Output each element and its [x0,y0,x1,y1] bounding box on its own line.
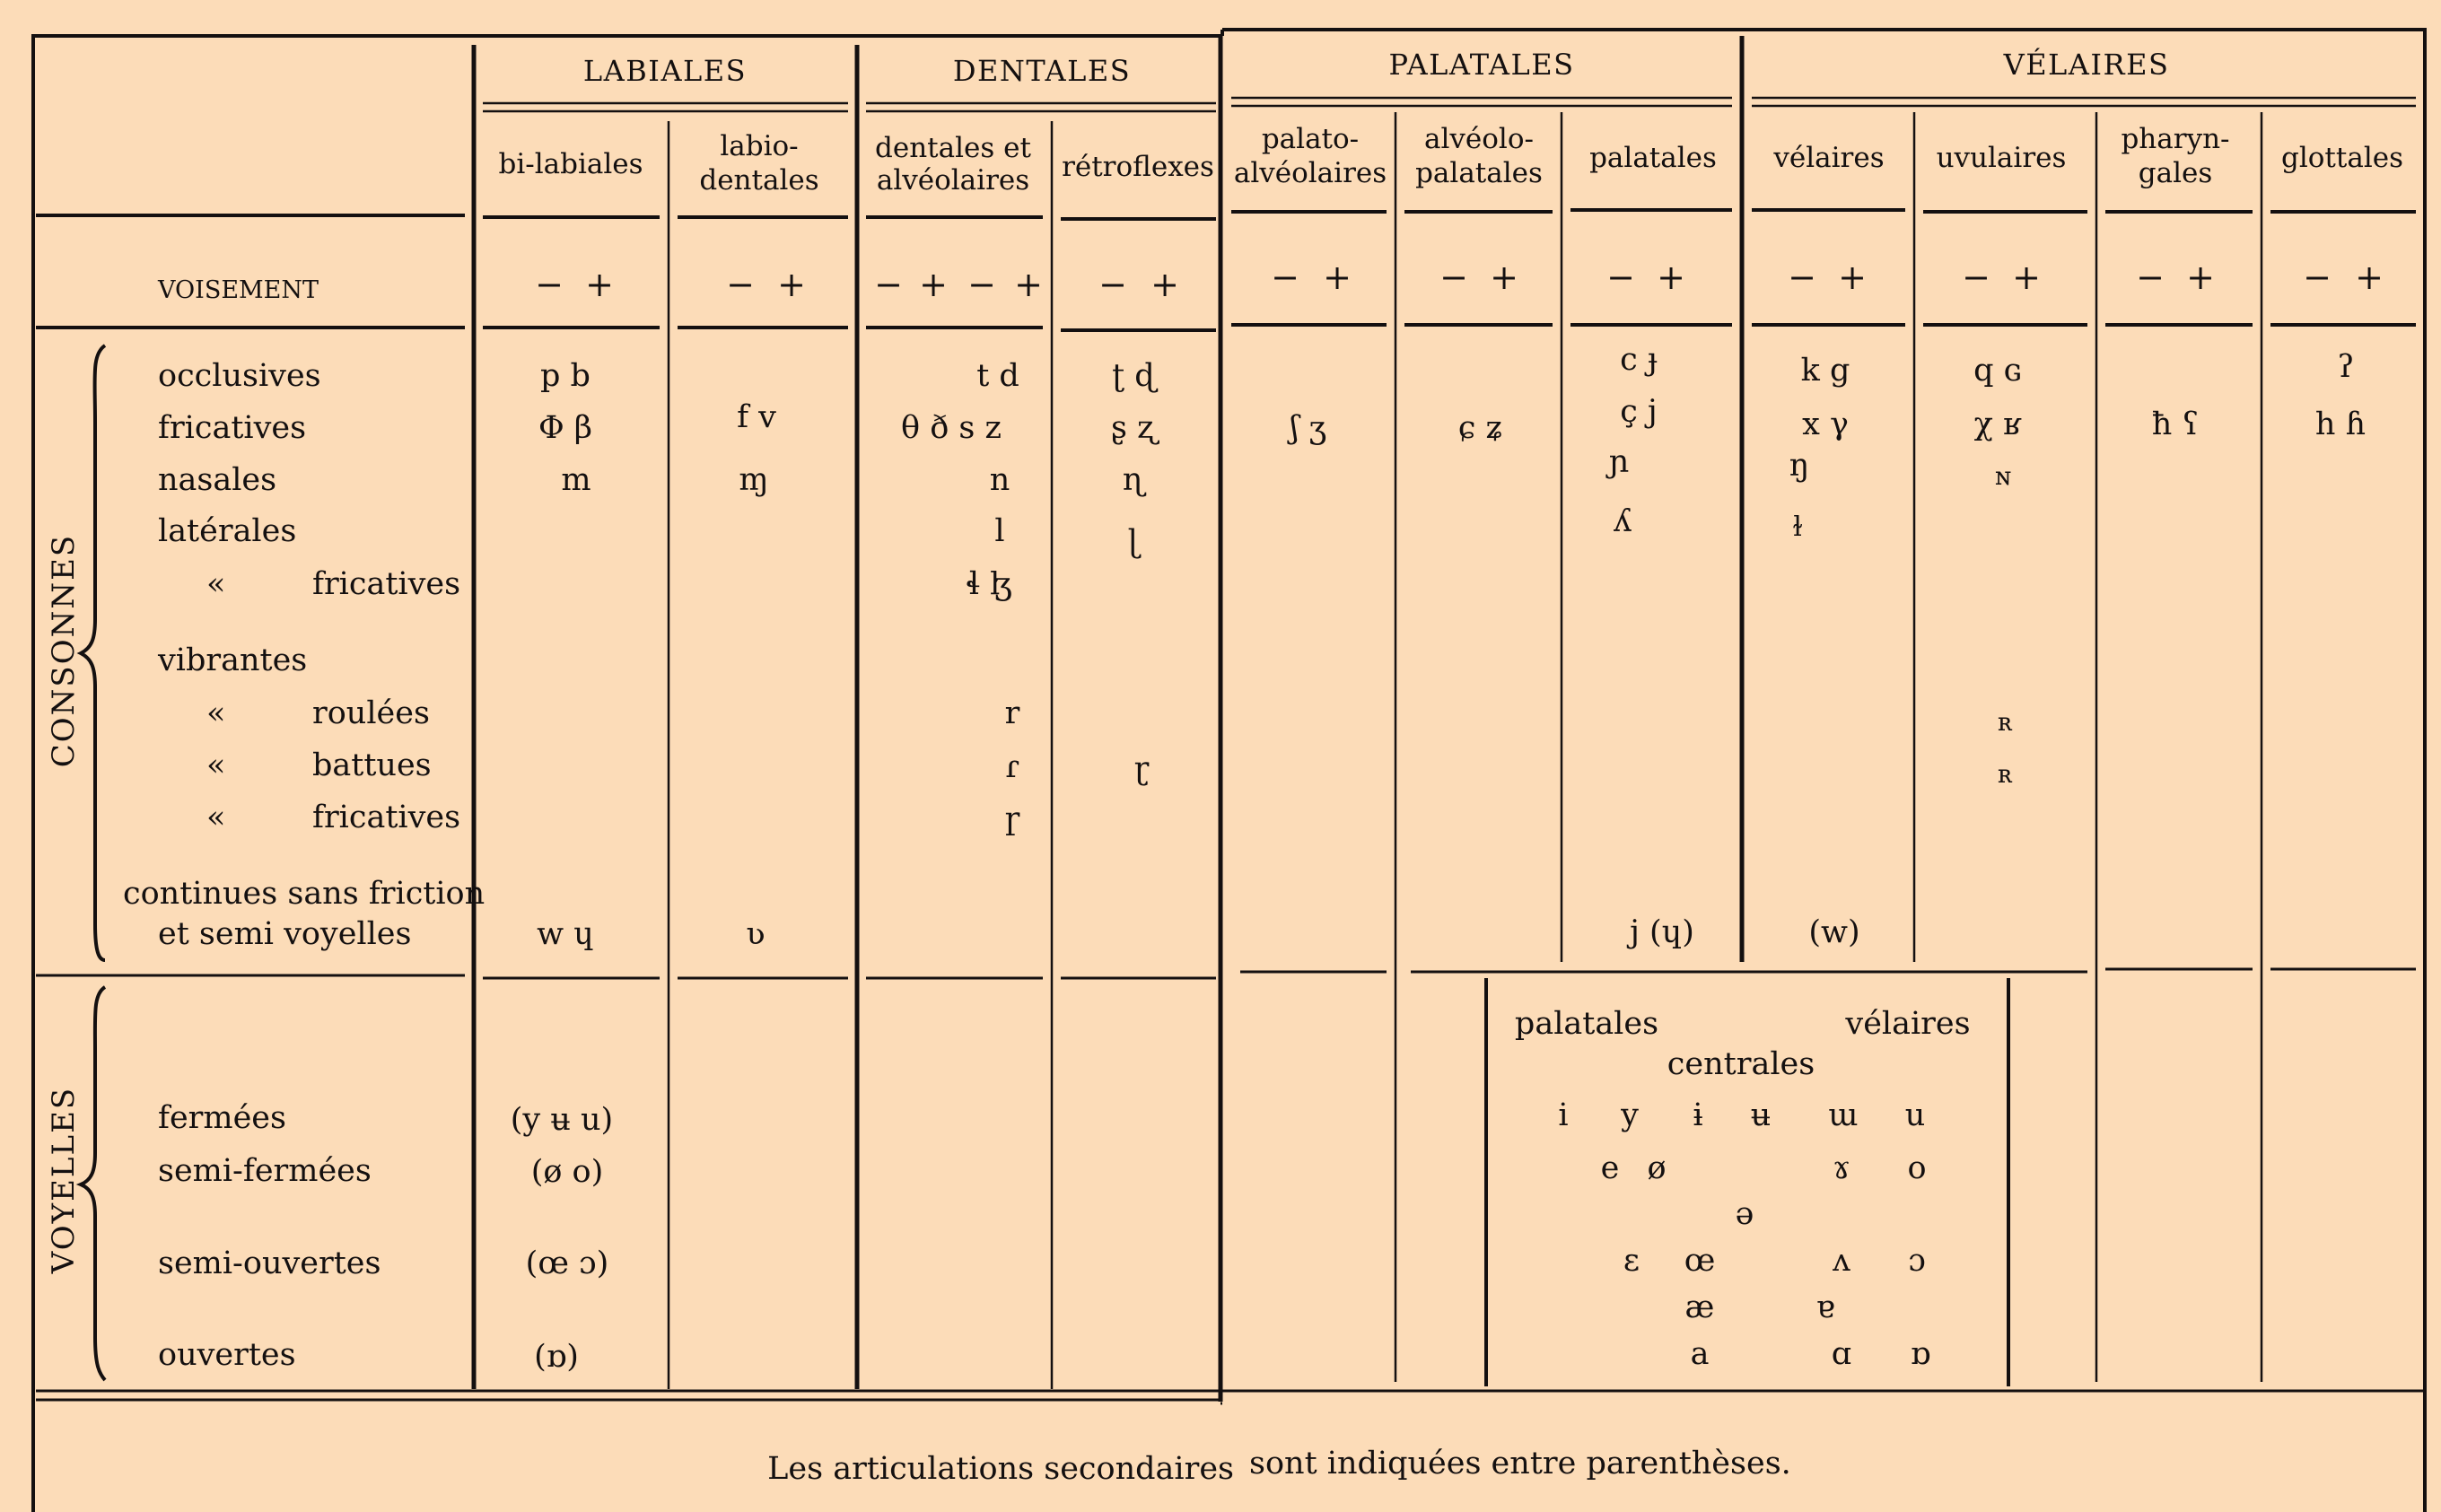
col-labiodentales-1: labio- [720,130,799,162]
row-ditto-4: « [206,800,226,835]
col-glottales: glottales [2281,142,2403,174]
vowel: ɤ [1833,1150,1850,1186]
row-ouvertes: ouvertes [158,1337,296,1373]
cell-semiouv-bilab: (œ ɔ) [525,1245,609,1281]
col-palatales: palatales [1589,142,1717,174]
col-pharyngales-1: pharyn- [2121,123,2230,155]
col-alvpal-2: palatales [1415,157,1543,189]
voicing-minus: − [967,265,996,304]
row-roulees: roulées [312,695,430,731]
row-fermees: fermées [158,1100,286,1136]
voicing-minus: − [2136,258,2165,297]
vowel: ø [1647,1150,1667,1186]
vowel: u [1904,1097,1926,1133]
vowel: e [1600,1150,1620,1186]
section-voyelles: VOYELLES [46,1086,82,1274]
voicing-minus: − [1098,265,1127,304]
vowel: i [1558,1097,1569,1133]
cell-fric-retro: ʂ ʐ [1111,410,1156,446]
cell-semiferm-bilab: (ø o) [530,1154,604,1190]
group-headers [583,48,2170,88]
voisement-label: VOISEMENT [158,276,319,304]
group-velaires: VÉLAIRES [2003,48,2170,82]
cell-fric-alvpal: ɕ ʑ [1457,410,1504,446]
footer [767,1446,1791,1487]
voicing-minus: − [1606,258,1635,297]
voicing-plus: + [1490,258,1518,297]
cell-fric-phar: ħ ʕ [2151,406,2200,442]
row-battues: battues [312,747,432,783]
col-dentales-alv-1: dentales et [875,132,1031,164]
voicing-minus: − [1788,258,1816,297]
cell-nas-bilab: m [561,462,591,498]
cell-occ-vel: k g [1800,353,1850,389]
cell-cont-bilab: w ɥ [537,916,594,952]
vowel: œ [1684,1243,1716,1279]
col-alvpal-1: alvéolo- [1424,123,1534,155]
row-laterales: latérales [158,513,297,549]
consonnes-brace [81,345,105,960]
voicing-plus: + [2012,258,2041,297]
vowel: ɒ [1910,1336,1931,1372]
vowel: a [1690,1336,1710,1372]
col-uvulaires: uvulaires [1936,142,2067,174]
vowel: ɐ [1815,1289,1835,1325]
cell-fric-dent: θ ð s z [901,410,1002,446]
cell-nas-dent: n [989,462,1011,498]
cell-nas-pal: ɲ [1608,444,1630,480]
vowel: y [1621,1097,1639,1133]
voicing-plus: + [1323,258,1352,297]
cell-roul-uvu: ʀ [1997,707,2013,737]
voicing-plus: + [585,265,614,304]
column-headers [498,123,2403,197]
vowel-head-velaires: vélaires [1845,1006,1971,1042]
row-vibrantes: vibrantes [158,642,308,678]
voicing-plus: + [1838,258,1867,297]
voicing-minus: − [535,265,564,304]
voicing-minus: − [874,265,903,304]
col-palatoalv-2: alvéolaires [1233,157,1387,189]
cell-lat-dent: l [994,513,1005,549]
cell-occ-retro: ʈ ɖ [1112,358,1155,394]
cell-fric-glot: h ɦ [2314,406,2367,442]
cell-lat-vel: ɫ [1792,511,1803,543]
vowel: æ [1684,1289,1715,1325]
footer-left: Les articulations secondaires [767,1451,1234,1487]
col-pharyngales-2: gales [2138,157,2213,189]
row-ditto-3: « [206,747,226,783]
cell-nas-retro: ɳ [1122,462,1145,498]
voicing-plus: + [2355,258,2384,297]
cell-lat-pal: ʎ [1614,503,1632,539]
row-lat-fricatives: fricatives [312,566,461,602]
vowel: ʉ [1750,1097,1772,1133]
row-continues-1: continues sans friction [123,876,486,912]
cell-vfric-dent: ɼ [1004,801,1020,837]
cell-cont-pal: j (ɥ) [1630,914,1694,950]
group-labiales: LABIALES [582,54,748,88]
voicing-plus: + [777,265,806,304]
vowel: ə [1735,1196,1754,1232]
vowel-head-centrales: centrales [1667,1046,1815,1082]
cell-occ-bilab: p b [540,358,591,394]
voicing-signs [535,258,2384,304]
row-ditto-1: « [206,566,226,602]
cell-cont-vel: (w) [1808,914,1860,950]
voicing-plus: + [1657,258,1685,297]
col-labiodentales-2: dentales [699,164,819,197]
cell-nas-vel: ŋ [1789,448,1810,484]
vowel: ɑ [1831,1336,1852,1372]
footer-right: sont indiquées entre parenthèses. [1249,1446,1791,1481]
voisement-row [157,276,319,304]
vowel-chart [1515,1006,1971,1372]
cell-ferm-bilab: (y ʉ u) [510,1102,614,1138]
voicing-plus: + [919,265,948,304]
row-semiouvertes: semi-ouvertes [158,1245,381,1281]
cell-roul-dent: r [1004,695,1020,731]
group-palatales: PALATALES [1388,48,1575,82]
cell-ouv-bilab: (ɒ) [534,1339,579,1375]
row-labels [123,358,485,1373]
cell-occ-uvu: q ɢ [1973,353,2022,389]
cell-batt-retro: ɽ [1133,751,1150,787]
cell-lat-retro: ɭ [1127,524,1140,560]
row-occlusives: occlusives [158,358,321,394]
col-bilabiales: bi-labiales [498,148,643,180]
voicing-minus: − [1271,258,1299,297]
vowel: ʌ [1833,1243,1850,1279]
cell-fric-palatoalv: ʃ ʒ [1290,410,1327,446]
cell-fric-labiodent: f v [737,399,776,435]
row-fricatives: fricatives [158,410,307,446]
vowel: ɔ [1908,1243,1926,1279]
cell-occ-dent: t d [976,358,1019,394]
row-nasales: nasales [158,462,277,498]
consonant-symbols [511,342,2366,1375]
col-velaires: vélaires [1773,142,1885,174]
col-palatoalv-1: palato- [1261,123,1360,155]
voicing-minus: − [726,265,755,304]
vowel: ɯ [1828,1097,1859,1133]
row-vib-fricatives: fricatives [312,800,461,835]
vowel: ɨ [1693,1097,1703,1133]
col-retroflexes: rétroflexes [1062,151,1214,183]
row-continues-2: et semi voyelles [158,916,412,952]
col-dentales-alv-2: alvéolaires [876,164,1030,197]
voicing-minus: − [1439,258,1468,297]
vowel: o [1907,1150,1927,1186]
row-semifermees: semi-fermées [158,1153,372,1189]
cell-occ-pal: c ɟ [1620,342,1658,378]
cell-batt-dent: ɾ [1005,749,1019,785]
row-ditto-2: « [206,695,226,731]
cell-fric-vel: x γ [1802,406,1849,442]
cell-nas-labiodent: ɱ [739,462,769,498]
cell-fric-bilab: Φ β [538,410,593,446]
cell-occ-glot: ʔ [2337,349,2355,385]
cell-latfric-dent: ɬ ɮ [966,566,1012,602]
cell-cont-labiodent: ʋ [746,916,766,952]
group-dentales: DENTALES [952,54,1132,88]
voicing-plus: + [1014,265,1043,304]
cell-fric-uvu: χ ʁ [1973,406,2022,442]
cell-fric-pal: ç j [1620,394,1658,430]
cell-batt-uvu: ʀ [1997,759,2013,789]
cell-nas-uvu: ɴ [1994,461,2012,491]
voicing-minus: − [1962,258,1990,297]
voicing-plus: + [2186,258,2215,297]
voicing-minus: − [2303,258,2332,297]
voicing-plus: + [1151,265,1179,304]
vowel-head-palatales: palatales [1514,1006,1659,1042]
vowel: ɛ [1623,1243,1640,1279]
section-consonnes: CONSONNES [46,533,82,768]
voyelles-brace [81,987,105,1380]
